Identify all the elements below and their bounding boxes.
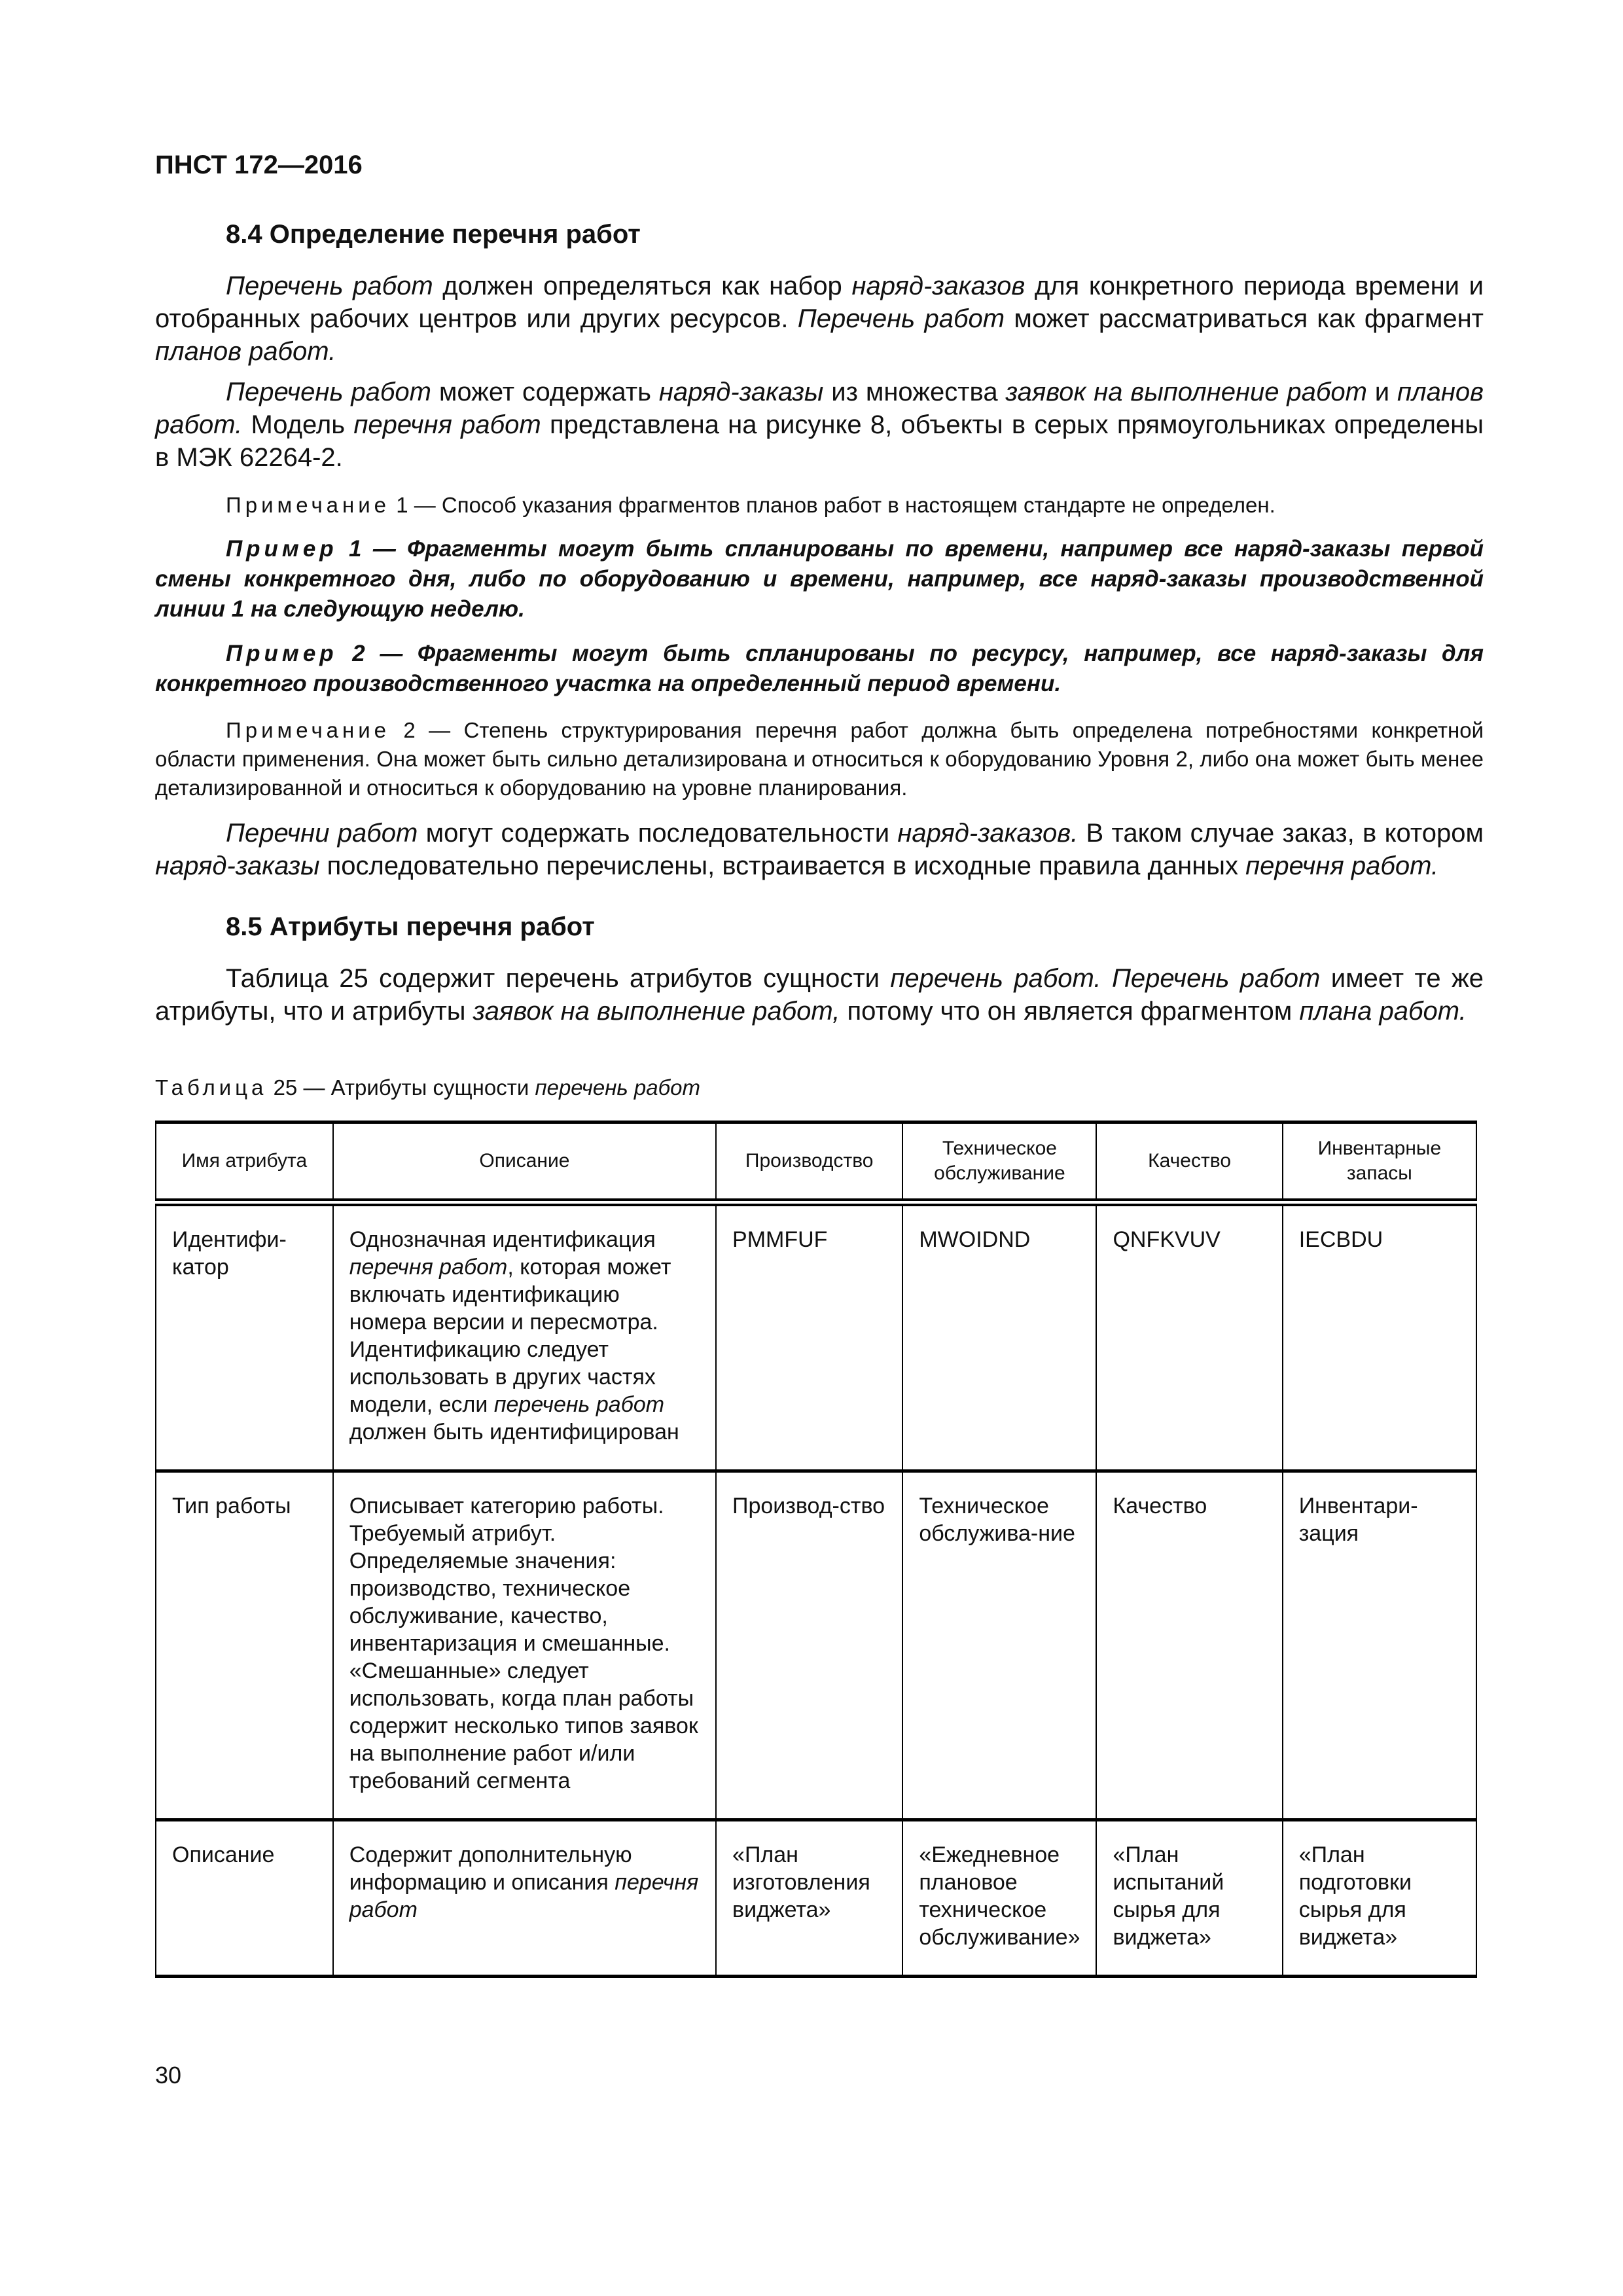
cell-maintenance: «Ежедневное плановое техническое обслуживание»	[902, 1820, 1096, 1977]
attributes-table	[155, 1121, 1477, 1978]
italic-term: планов работ.	[155, 337, 336, 366]
column-header-description: Описание	[333, 1122, 716, 1203]
italic-term: Перечень работ	[226, 378, 431, 406]
cell-quality: «План испытаний сырья для виджета»	[1096, 1820, 1282, 1977]
note-2-number: 2	[403, 718, 416, 742]
cell-maintenance: MWOIDND	[902, 1202, 1096, 1471]
italic-term: наряд-заказы	[155, 852, 320, 880]
cell-description	[333, 1202, 716, 1471]
section-8-4-paragraph-1	[155, 270, 1484, 368]
cell-inventory: «План подготовки сырья для виджета»	[1283, 1820, 1476, 1977]
note-2-label: Примечание	[226, 718, 391, 742]
example-1-number: 1	[349, 536, 362, 562]
section-8-5-title: 8.5 Атрибуты перечня работ	[226, 912, 595, 941]
section-8-4-paragraph-2	[155, 376, 1484, 474]
italic-term: наряд-заказы	[658, 378, 824, 406]
cell-quality: QNFKVUV	[1096, 1202, 1282, 1471]
cell-production: «План изготовления виджета»	[716, 1820, 902, 1977]
cell-description	[333, 1471, 716, 1820]
description-line	[349, 1841, 700, 1924]
table-caption	[155, 1073, 1484, 1102]
text-run: В таком случае заказ, в котором	[1078, 819, 1484, 848]
text-run: должен определяться как набор	[433, 272, 852, 300]
text-run: последовательно перечислены, встраивается в исходные правила данных	[319, 852, 1246, 880]
page-content	[155, 216, 1484, 1978]
cell-production: Производ-ство	[716, 1471, 902, 1820]
italic-term: перечня работ	[349, 1255, 508, 1280]
page-number: 30	[155, 2062, 182, 2089]
text-run: Содержит дополнительную информацию и описания	[349, 1842, 632, 1895]
note-2	[155, 716, 1484, 802]
table-row	[156, 1820, 1476, 1977]
column-header-attribute-name: Имя атрибута	[156, 1122, 333, 1203]
column-header-quality: Качество	[1096, 1122, 1282, 1203]
text-run: может содержать	[431, 378, 659, 406]
example-2-label: Пример	[226, 641, 338, 666]
text-run: Определяемые значения: производство, техническое обслуживание, качество, инвентаризация и смешанные.	[349, 1549, 670, 1656]
italic-term: наряд-заказов.	[897, 819, 1079, 848]
cell-description	[333, 1820, 716, 1977]
italic-term: перечень работ	[493, 1392, 665, 1417]
text-run: должен быть идентифицирован	[349, 1420, 679, 1444]
text-run: «Смешанные» следует использовать, когда план работы содержит несколько типов заявок на выполнение работ и/или требований сегмента	[349, 1659, 698, 1793]
table-caption-italic: перечень работ	[535, 1075, 701, 1100]
italic-term: перечня работ.	[1245, 852, 1439, 880]
italic-term: наряд-заказов	[851, 272, 1026, 300]
cell-inventory: IECBDU	[1283, 1202, 1476, 1471]
text-run: могут содержать последовательности	[418, 819, 898, 848]
table-row	[156, 1471, 1476, 1820]
section-8-4-paragraph-3	[155, 817, 1484, 882]
example-1-text: — Фрагменты могут быть спланированы по времени, например все наряд-заказы первой смены конкретного дня, либо по оборудованию и времени, например, все наряд-заказы производственной линии 1 на следующую неделю.	[155, 536, 1484, 622]
cell-maintenance: Техническое обслужива-ние	[902, 1471, 1096, 1820]
example-2	[155, 639, 1484, 699]
cell-attribute-name: Идентифи-катор	[156, 1202, 333, 1471]
italic-term: перечня работ	[349, 1870, 699, 1922]
table-header-row	[156, 1122, 1476, 1203]
italic-term: плана работ.	[1299, 997, 1467, 1026]
table-caption-number: 25	[273, 1075, 298, 1100]
text-run: для конкретного периода времени и отобранных рабочих центров или других ресурсов.	[155, 272, 1484, 333]
table-row	[156, 1202, 1476, 1471]
italic-term: перечня работ	[353, 410, 541, 439]
description-line	[349, 1492, 700, 1520]
text-run: представлена на рисунке 8, объекты в серых прямоугольниках определены в МЭК 62264-2.	[155, 410, 1484, 472]
note-1-text: — Способ указания фрагментов планов работ в настоящем стандарте не определен.	[408, 493, 1275, 517]
italic-term: Перечень работ	[1111, 964, 1321, 993]
cell-attribute-name: Тип работы	[156, 1471, 333, 1820]
italic-term: планов работ.	[155, 378, 1484, 439]
description-line	[349, 1520, 700, 1547]
text-run: Требуемый атрибут.	[349, 1521, 556, 1546]
cell-inventory: Инвентари-зация	[1283, 1471, 1476, 1820]
text-run	[1101, 964, 1112, 993]
italic-term: заявок на выполнение работ	[1005, 378, 1367, 406]
italic-term: перечень работ.	[890, 964, 1101, 993]
description-line	[349, 1657, 700, 1795]
cell-attribute-name: Описание	[156, 1820, 333, 1977]
section-8-5-paragraph-1	[155, 962, 1484, 1028]
italic-term: Перечень работ	[797, 304, 1005, 333]
italic-term: Перечни работ	[226, 819, 418, 848]
cell-quality: Качество	[1096, 1471, 1282, 1820]
description-line	[349, 1336, 700, 1446]
table-caption-label: Таблица	[155, 1075, 268, 1100]
note-1-label: Примечание	[226, 493, 391, 517]
column-header-production: Производство	[716, 1122, 902, 1203]
description-line	[349, 1547, 700, 1657]
text-run: имеет те же атрибуты, что и атрибуты	[155, 964, 1484, 1026]
example-1-label: Пример	[226, 536, 338, 562]
example-2-text: — Фрагменты могут быть спланированы по ресурсу, например, все наряд-заказы для конкретного производственного участка на определенный период времени.	[155, 641, 1484, 696]
text-run: Описывает категорию работы.	[349, 1494, 664, 1518]
italic-term: заявок на выполнение работ,	[473, 997, 840, 1026]
section-8-4-title: 8.4 Определение перечня работ	[226, 220, 641, 249]
text-run: может рассматриваться как фрагмент	[1005, 304, 1484, 333]
note-1-number: 1	[396, 493, 408, 517]
text-run: Таблица 25 содержит перечень атрибутов сущности	[226, 964, 891, 993]
column-header-inventory: Инвентарные запасы	[1283, 1122, 1476, 1203]
column-header-maintenance: Техническое обслуживание	[902, 1122, 1096, 1203]
example-1	[155, 534, 1484, 624]
description-line	[349, 1226, 700, 1336]
text-run: из множества	[823, 378, 1006, 406]
text-run: Модель	[242, 410, 354, 439]
text-run: Идентификацию следует использовать в других частях модели, если	[349, 1337, 656, 1417]
table-caption-text: — Атрибуты сущности	[297, 1075, 535, 1100]
document-header: ПНСТ 172—2016	[155, 151, 363, 179]
text-run: потому что он является фрагментом	[840, 997, 1300, 1026]
note-2-text: — Степень структурирования перечня работ должна быть определена потребностями конкретной области применения. Она может быть сильно детализирована и относиться к оборудованию Уровня 2, либо она может быть менее детализированной и относиться к оборудованию на уровне планирования.	[155, 718, 1484, 800]
text-run: , которая может включать идентификацию номера версии и пересмотра.	[349, 1255, 671, 1335]
text-run: и	[1366, 378, 1398, 406]
text-run: Однозначная идентификация	[349, 1227, 656, 1252]
example-2-number: 2	[352, 641, 365, 666]
note-1	[155, 491, 1484, 520]
italic-term: Перечень работ	[226, 272, 433, 300]
cell-production: PMMFUF	[716, 1202, 902, 1471]
